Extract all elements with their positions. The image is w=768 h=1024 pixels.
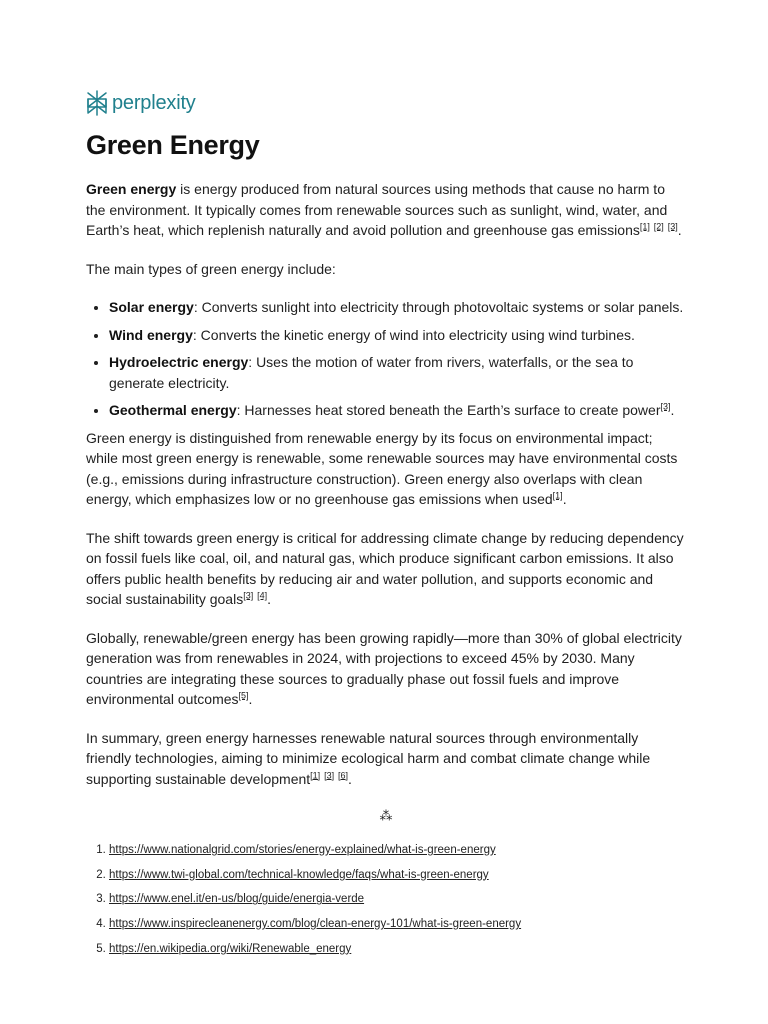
paragraph-text: In summary, green energy harnesses renewable natural sources through environmentally friendly technologies, aiming to minimize ecological harm and combat climate change while supporting sustainable development bbox=[86, 729, 651, 787]
paragraph-text: Green energy is distinguished from renewable energy by its focus on environmental impact; while most green energy is renewable, some renewable sources may have environmental costs (e.g., emissions during infrastructure construction). Green energy also overlaps with clean energy, which emphasizes low or no greenhouse gas emissions when used bbox=[86, 429, 678, 507]
list-item bbox=[109, 400, 686, 421]
reference-item bbox=[109, 868, 686, 882]
reference-item bbox=[109, 917, 686, 931]
reference-link[interactable]: https://www.nationalgrid.com/stories/energy-explained/what-is-green-energy bbox=[109, 844, 496, 856]
intro-text: is energy produced from natural sources using methods that cause no harm to the environment. It typically comes from renewable sources such as sunlight, wind, water, and Earth’s heat, which replenish naturally and avoid pollution and greenhouse gas emissions bbox=[86, 181, 668, 238]
perplexity-logo-icon bbox=[86, 90, 108, 116]
citation-link[interactable]: [5] bbox=[238, 690, 249, 701]
citation-link[interactable]: [4] bbox=[257, 590, 268, 601]
paragraph-text: Globally, renewable/green energy has been growing rapidly—more than 30% of global electricity generation was from renewables in 2024, with projections to exceed 45% by 2030. Many countries are integrating these sources to gradually phase out fossil fuels and improve environmental outcomes bbox=[86, 629, 682, 707]
paragraph-end: . bbox=[347, 770, 352, 787]
citation-link[interactable]: [3] bbox=[243, 590, 254, 601]
type-desc: : Converts the kinetic energy of wind into electricity using wind turbines. bbox=[192, 326, 635, 343]
paragraph-end: . bbox=[248, 691, 253, 707]
citation-link[interactable]: [3] bbox=[660, 401, 671, 412]
references-list bbox=[86, 843, 686, 956]
reference-link[interactable]: https://en.wikipedia.org/wiki/Renewable_energy bbox=[109, 942, 352, 955]
reference-link[interactable]: https://www.twi-global.com/technical-knowledge/faqs/what-is-green-energy bbox=[109, 868, 489, 881]
citation-link[interactable]: [3] bbox=[667, 221, 678, 232]
reference-item bbox=[109, 892, 686, 906]
list-item bbox=[109, 297, 686, 318]
type-name: Hydroelectric energy bbox=[109, 354, 249, 370]
reference-link[interactable]: https://www.enel.it/en-us/blog/guide/energia-verde bbox=[109, 893, 365, 906]
citation-link[interactable]: [1] bbox=[310, 769, 321, 780]
shift-paragraph bbox=[86, 528, 686, 610]
type-name: Solar energy bbox=[109, 299, 194, 315]
article bbox=[86, 126, 686, 966]
type-desc: : Uses the motion of water from rivers, waterfalls, or the sea to generate electricity. bbox=[109, 354, 634, 391]
intro-end: . bbox=[677, 222, 682, 238]
list-item bbox=[109, 352, 686, 393]
section-divider-icon: ⁂ bbox=[379, 808, 393, 823]
citation-link[interactable]: [3] bbox=[324, 769, 335, 780]
paragraph-end: . bbox=[267, 591, 272, 607]
type-desc: : Harnesses heat stored beneath the Earth’s surface to create power bbox=[236, 402, 661, 418]
list-item bbox=[109, 325, 686, 346]
reference-item bbox=[109, 843, 686, 857]
types-intro: The main types of green energy include: bbox=[86, 260, 336, 277]
type-desc: : Converts sunlight into electricity through photovoltaic systems or solar panels. bbox=[193, 299, 684, 315]
distinguish-paragraph bbox=[86, 428, 686, 510]
type-name: Wind energy bbox=[109, 326, 193, 343]
perplexity-logo[interactable] bbox=[86, 90, 196, 116]
paragraph-end: . bbox=[562, 491, 567, 507]
type-end: . bbox=[670, 402, 675, 418]
global-paragraph bbox=[86, 628, 686, 710]
reference-item bbox=[109, 942, 686, 956]
paragraph-text: The shift towards green energy is critical for addressing climate change by reducing dependency on fossil fuels like coal, oil, and natural gas, which produce significant carbon emissions. It also offers public health benefits by reducing air and water pollution, and supports economic and social sustainability goals bbox=[86, 529, 684, 607]
summary-paragraph bbox=[86, 728, 686, 790]
citation-link[interactable]: [1] bbox=[552, 490, 563, 501]
type-name: Geothermal energy bbox=[109, 402, 237, 418]
reference-link[interactable]: https://www.inspirecleanenergy.com/blog/clean-energy-101/what-is-green-energy bbox=[109, 918, 522, 931]
intro-term: Green energy bbox=[86, 181, 177, 197]
brand-name: perplexity bbox=[112, 91, 196, 114]
page-title: Green Energy bbox=[86, 130, 260, 160]
citation-link[interactable]: [1] bbox=[639, 221, 650, 232]
energy-types-list bbox=[86, 297, 686, 421]
citation-link[interactable]: [6] bbox=[337, 769, 348, 780]
intro-paragraph bbox=[86, 179, 686, 241]
citation-link[interactable]: [2] bbox=[653, 221, 664, 232]
